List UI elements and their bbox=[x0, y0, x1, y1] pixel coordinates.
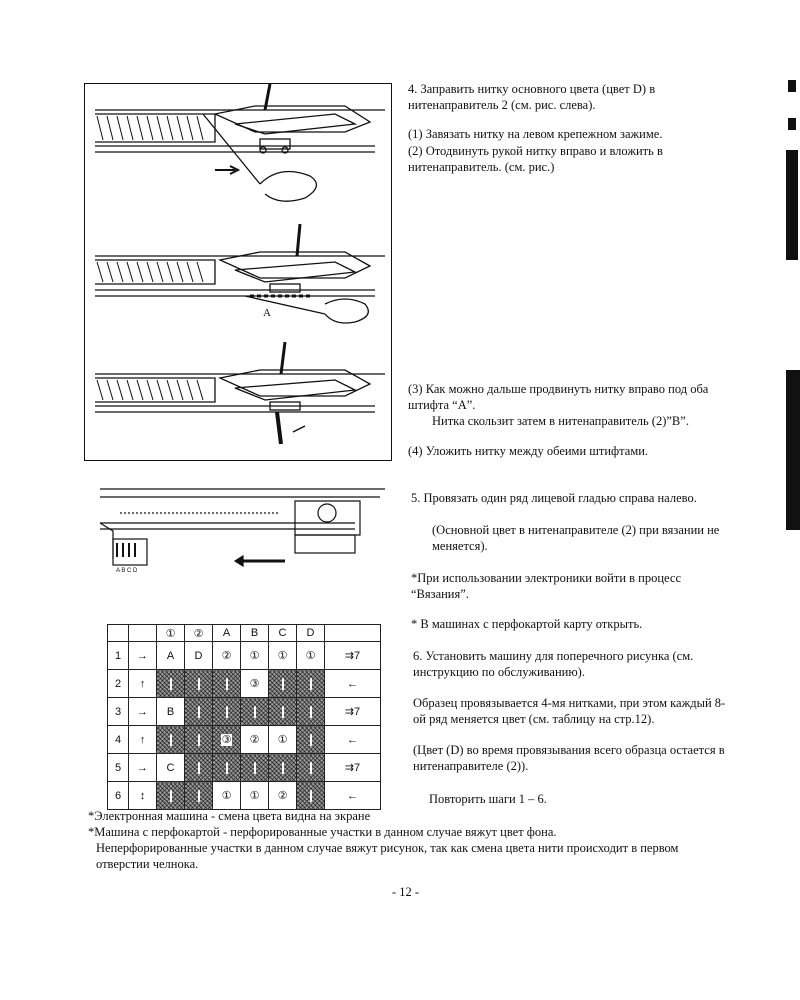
table-cell-text bbox=[310, 678, 312, 690]
table-cell-text: 6 bbox=[114, 789, 122, 802]
table-cell-text: ③ bbox=[221, 734, 232, 746]
table-cell bbox=[129, 642, 157, 670]
step5-title: 5. Провязать один ряд лицевой гладью справа налево. bbox=[411, 491, 697, 505]
table-cell bbox=[185, 754, 213, 782]
table-cell-text: ① bbox=[249, 790, 260, 802]
table-cell-text: → bbox=[137, 761, 148, 774]
table-cell-text: 4 bbox=[114, 733, 122, 746]
table-cell-text: → bbox=[137, 705, 148, 718]
table-header-cell: ① bbox=[157, 625, 185, 642]
step6-repeat: Повторить шаги 1 – 6. bbox=[429, 792, 547, 806]
table-cell-text: ② bbox=[221, 650, 232, 662]
table-header-cell bbox=[129, 625, 157, 642]
table-cell bbox=[129, 782, 157, 810]
step6-title: 6. Установить машину для поперечного рисунка (см. инструкцию по обслуживанию). bbox=[413, 649, 694, 679]
threading-illustration bbox=[85, 84, 390, 459]
table-header-cell: D bbox=[297, 625, 325, 642]
table-cell bbox=[241, 782, 269, 810]
table-cell bbox=[185, 726, 213, 754]
table-cell bbox=[297, 782, 325, 810]
table-cell-text: 3 bbox=[114, 705, 122, 718]
table-cell-text bbox=[310, 734, 312, 746]
table-cell bbox=[213, 754, 241, 782]
footer-line-2: *Машина с перфокартой - перфорированные участки в данном случае вяжут цвет фона. bbox=[88, 825, 557, 839]
table-cell-text: ① bbox=[277, 650, 288, 662]
table-cell bbox=[325, 642, 381, 670]
step4-sub4: (4) Уложить нитку между обеими штифтами. bbox=[408, 444, 649, 458]
table-cell-text: ↑ bbox=[139, 677, 146, 690]
table-cell bbox=[213, 698, 241, 726]
table-cell-text bbox=[310, 762, 312, 774]
table-cell-text: ⇉7 bbox=[344, 650, 361, 662]
table-cell bbox=[129, 698, 157, 726]
table-cell bbox=[241, 726, 269, 754]
table-header-cell: C bbox=[269, 625, 297, 642]
table-cell-text bbox=[254, 706, 256, 718]
step6-p2: (Цвет (D) во время провязывания всего образца остается в нитенаправителе (2)). bbox=[413, 743, 725, 773]
table-cell bbox=[157, 698, 185, 726]
table-cell bbox=[269, 642, 297, 670]
table-cell bbox=[157, 754, 185, 782]
table-cell bbox=[108, 698, 129, 726]
table-cell bbox=[185, 782, 213, 810]
table-cell-text: C bbox=[166, 761, 175, 774]
table-cell bbox=[185, 670, 213, 698]
footer-line-3: Неперфорированные участки в данном случае вяжут рисунок, так как смена цвета нити происходит в первом отверстии челнока. bbox=[96, 841, 679, 871]
step4-sub3: (3) Как можно дальше продвинуть нитку вправо под оба штифта “А”. bbox=[408, 382, 709, 412]
page-number: - 12 - bbox=[392, 885, 420, 899]
table-cell-text: ← bbox=[347, 789, 358, 802]
table-cell bbox=[213, 670, 241, 698]
table-cell-text: ⇉7 bbox=[344, 706, 361, 718]
table-cell-text bbox=[282, 678, 284, 690]
table-header-cell: A bbox=[213, 625, 241, 642]
table-cell bbox=[241, 754, 269, 782]
table-cell-text bbox=[310, 706, 312, 718]
table-cell bbox=[325, 726, 381, 754]
table-cell bbox=[297, 754, 325, 782]
step4-sub1: (1) Завязать нитку на левом крепежном зажиме. bbox=[408, 127, 663, 141]
figure-label-a: A bbox=[263, 307, 271, 319]
table-cell bbox=[325, 782, 381, 810]
table-cell-text bbox=[198, 678, 200, 690]
table-cell-text: A bbox=[166, 649, 175, 662]
note-electronic: *При использовании электроники войти в процесс “Вязания”. bbox=[411, 571, 681, 601]
table-cell bbox=[269, 670, 297, 698]
step4-sub2: (2) Отодвинуть рукой нитку вправо и вложить в нитенаправитель. (см. рис.) bbox=[408, 144, 663, 174]
scan-edge-mark bbox=[786, 150, 798, 260]
table-cell bbox=[108, 754, 129, 782]
table-cell bbox=[269, 754, 297, 782]
table-body bbox=[108, 642, 381, 810]
table-cell-text bbox=[282, 706, 284, 718]
table-cell-text: 2 bbox=[114, 677, 122, 690]
table-cell bbox=[108, 670, 129, 698]
table-cell bbox=[213, 782, 241, 810]
table-header-cell bbox=[325, 625, 381, 642]
table-cell bbox=[269, 698, 297, 726]
table-cell bbox=[325, 698, 381, 726]
table-cell-text: ② bbox=[277, 790, 288, 802]
scan-edge-mark bbox=[786, 370, 800, 530]
table-cell-text: ③ bbox=[249, 678, 260, 690]
table-cell bbox=[157, 642, 185, 670]
footer-line-1: *Электронная машина - смена цвета видна на экране bbox=[88, 809, 371, 823]
table-cell bbox=[108, 782, 129, 810]
table-cell-text bbox=[310, 790, 312, 802]
table-cell bbox=[241, 698, 269, 726]
table-cell bbox=[108, 642, 129, 670]
table-cell-text: ① bbox=[221, 790, 232, 802]
scan-edge-mark bbox=[788, 118, 796, 130]
carriage-labels: A B C D bbox=[116, 568, 138, 574]
step4-sub3b: Нитка скользит затем в нитенаправитель (2)”В”. bbox=[432, 414, 689, 428]
table-header-row bbox=[108, 625, 381, 642]
table-cell bbox=[269, 726, 297, 754]
table-cell-text: ⇉7 bbox=[344, 762, 361, 774]
step4-title: 4. Заправить нитку основного цвета (цвет D) в нитенаправитель 2 (см. рис. слева). bbox=[408, 82, 656, 112]
table-cell-text: ← bbox=[347, 677, 358, 690]
table-cell bbox=[325, 754, 381, 782]
table-cell-text: 5 bbox=[114, 761, 122, 774]
table-cell bbox=[213, 726, 241, 754]
table-cell bbox=[297, 670, 325, 698]
table-cell-text: ① bbox=[305, 650, 316, 662]
table-cell-text: ① bbox=[249, 650, 260, 662]
table-cell bbox=[129, 726, 157, 754]
table-cell bbox=[157, 670, 185, 698]
table-cell bbox=[297, 698, 325, 726]
table-cell bbox=[269, 782, 297, 810]
table-cell-text bbox=[226, 706, 228, 718]
table-cell-text: ← bbox=[347, 733, 358, 746]
table-cell-text bbox=[198, 762, 200, 774]
panel-3-drawing bbox=[95, 342, 385, 444]
pattern-table bbox=[107, 624, 381, 810]
table-cell-text: → bbox=[137, 649, 148, 662]
table-row bbox=[108, 670, 381, 698]
table-cell-text bbox=[226, 762, 228, 774]
illustration-frame bbox=[84, 83, 392, 461]
table-cell-text bbox=[198, 734, 200, 746]
table-cell-text: ② bbox=[249, 734, 260, 746]
table-cell bbox=[297, 642, 325, 670]
table-cell bbox=[157, 782, 185, 810]
table-cell bbox=[157, 726, 185, 754]
step6-p1: Образец провязывается 4-мя нитками, при этом каждый 8-ой ряд меняется цвет (см. таблицу на стр.12). bbox=[413, 696, 726, 726]
table-cell bbox=[185, 698, 213, 726]
table-cell bbox=[129, 754, 157, 782]
table-row bbox=[108, 698, 381, 726]
table-header-cell bbox=[108, 625, 129, 642]
table-row bbox=[108, 642, 381, 670]
panel-1-drawing bbox=[95, 84, 385, 201]
table-header-cell: ② bbox=[185, 625, 213, 642]
table-cell bbox=[108, 726, 129, 754]
table-cell-text bbox=[282, 762, 284, 774]
table-cell-text: 1 bbox=[114, 649, 122, 662]
table-cell-text bbox=[226, 678, 228, 690]
table-cell bbox=[185, 642, 213, 670]
table-cell-text: ↑ bbox=[139, 733, 146, 746]
table-cell bbox=[241, 670, 269, 698]
table-cell-text: ↕ bbox=[139, 789, 146, 802]
table-row bbox=[108, 782, 381, 810]
table-cell-text: B bbox=[166, 705, 175, 718]
table-cell bbox=[241, 642, 269, 670]
carriage-illustration bbox=[95, 483, 395, 583]
note-punchcard: * В машинах с перфокартой карту открыть. bbox=[411, 617, 643, 631]
table-cell bbox=[325, 670, 381, 698]
table-cell-text bbox=[170, 790, 172, 802]
step5-note: (Основной цвет в нитенаправителе (2) при вязании не меняется). bbox=[432, 523, 720, 553]
table-row bbox=[108, 754, 381, 782]
scan-edge-mark bbox=[788, 80, 796, 92]
table-row bbox=[108, 726, 381, 754]
table-cell-text: ① bbox=[277, 734, 288, 746]
table-cell-text: D bbox=[194, 649, 203, 662]
table-cell-text bbox=[170, 734, 172, 746]
table-cell-text bbox=[198, 790, 200, 802]
table-cell-text bbox=[254, 762, 256, 774]
table-cell-text bbox=[170, 678, 172, 690]
table-cell bbox=[213, 642, 241, 670]
table-cell bbox=[297, 726, 325, 754]
panel-2-drawing bbox=[95, 224, 385, 323]
table-cell bbox=[129, 670, 157, 698]
table-cell-text bbox=[198, 706, 200, 718]
table-header-cell: B bbox=[241, 625, 269, 642]
